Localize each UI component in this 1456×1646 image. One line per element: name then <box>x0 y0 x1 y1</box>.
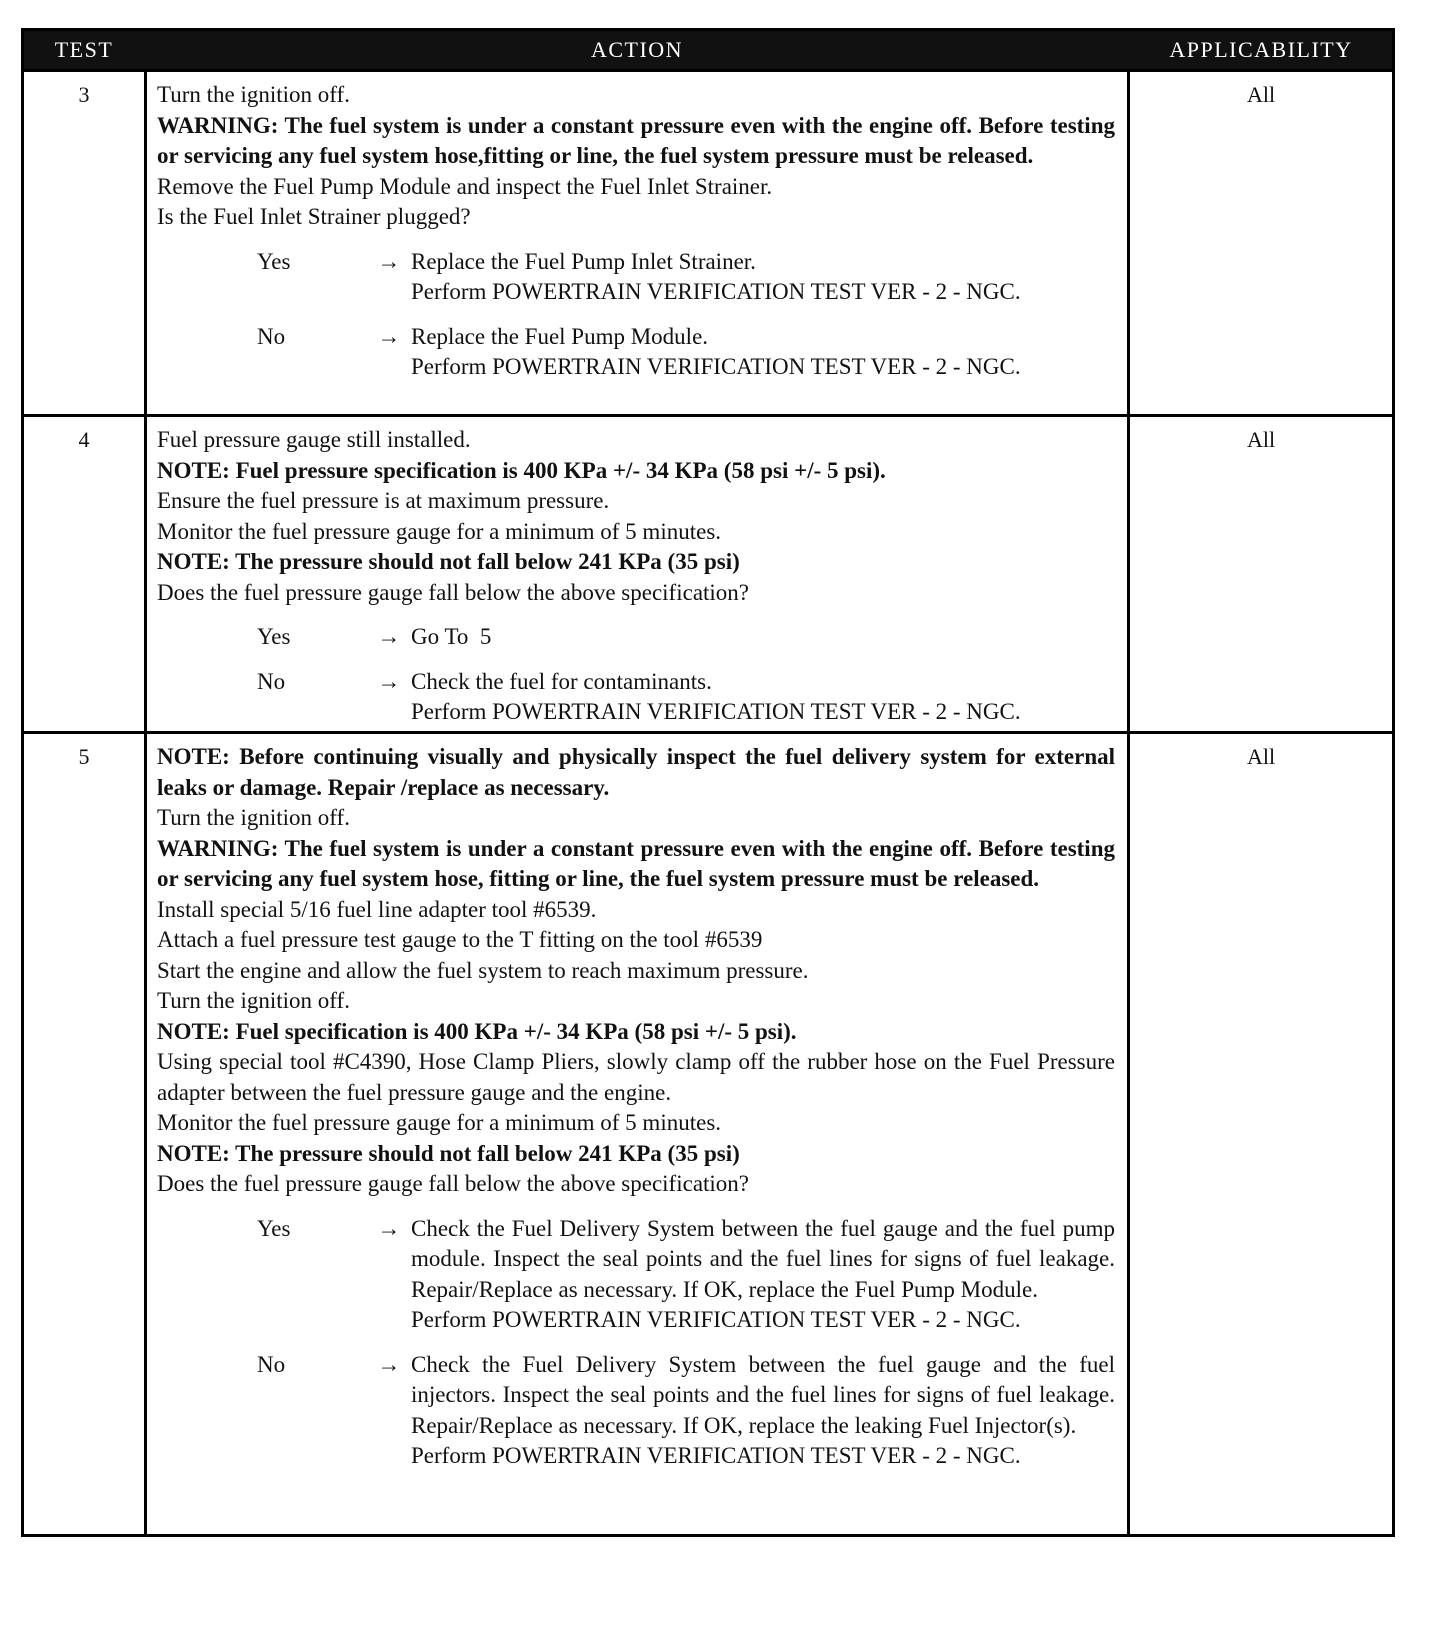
question-line: Is the Fuel Inlet Strainer plugged? <box>157 204 471 229</box>
result-line: Perform POWERTRAIN VERIFICATION TEST VER - 2 - NGC. <box>411 354 1021 379</box>
result-yes <box>157 622 1115 653</box>
result-label: No <box>257 1351 286 1377</box>
result-yes <box>157 247 1115 308</box>
result-line: Replace the Fuel Pump Inlet Strainer. <box>411 248 756 274</box>
result-line: Perform POWERTRAIN VERIFICATION TEST VER - 2 - NGC. <box>411 279 1021 304</box>
action-line: Remove the Fuel Pump Module and inspect the Fuel Inlet Strainer. <box>157 173 773 199</box>
action-cell <box>144 417 1130 731</box>
applicability-cell: All <box>1246 744 1276 769</box>
result-line: Check the Fuel Delivery System between the fuel gauge and the fuel pump module. Inspect the seal points and the fuel lines for signs of fuel leakage. Repair/Replace as necessary. If OK, replace the Fuel Pump Module. <box>411 1215 1115 1302</box>
table-row <box>24 69 1392 414</box>
table-row <box>24 414 1392 731</box>
question-line: Does the fuel pressure gauge fall below the above specification? <box>157 1171 750 1196</box>
action-cell <box>144 72 1130 414</box>
action-line: Turn the ignition off. <box>157 805 350 830</box>
arrow-icon: → <box>377 668 401 694</box>
arrow-icon: → <box>377 248 401 274</box>
result-label: Yes <box>257 1215 291 1241</box>
applicability-cell: All <box>1246 427 1276 452</box>
note-text: NOTE: Fuel pressure specification is 400 KPa +/- 34 KPa (58 psi +/- 5 psi). <box>157 457 886 483</box>
note-text: NOTE: The pressure should not fall below 241 KPa (35 psi) <box>157 1140 740 1166</box>
warning-text: WARNING: The fuel system is under a constant pressure even with the engine off. Before testing or servicing any fuel system hose,fitting or line, the fuel system pressure must be released. <box>157 112 1115 168</box>
header-action: ACTION <box>590 37 684 62</box>
arrow-icon: → <box>377 1215 401 1241</box>
note-text: NOTE: The pressure should not fall below 241 KPa (35 psi) <box>157 549 740 574</box>
result-line: Perform POWERTRAIN VERIFICATION TEST VER - 2 - NGC. <box>411 1307 1021 1332</box>
action-line: Monitor the fuel pressure gauge for a minimum of 5 minutes. <box>157 1110 722 1135</box>
result-no <box>157 322 1115 383</box>
action-line: Start the engine and allow the fuel system to reach maximum pressure. <box>157 957 809 983</box>
action-line: Turn the ignition off. <box>157 82 350 107</box>
action-line: Ensure the fuel pressure is at maximum pressure. <box>157 488 610 513</box>
note-text: NOTE: Fuel specification is 400 KPa +/- 34 KPa (58 psi +/- 5 psi). <box>157 1018 797 1044</box>
action-line: Monitor the fuel pressure gauge for a minimum of 5 minutes. <box>157 518 722 544</box>
result-no <box>157 667 1115 728</box>
result-line: Check the Fuel Delivery System between the fuel gauge and the fuel injectors. Inspect the seal points and the fuel lines for signs of fuel leakage. Repair/Replace as necessary. If OK, replace the leaking Fuel Injector(s). <box>411 1351 1115 1438</box>
arrow-icon: → <box>377 1351 401 1377</box>
test-number: 4 <box>78 427 90 452</box>
action-line: Attach a fuel pressure test gauge to the T fitting on the tool #6539 <box>157 927 763 952</box>
arrow-icon: → <box>377 624 401 649</box>
question-line: Does the fuel pressure gauge fall below the above specification? <box>157 579 750 605</box>
header-test: TEST <box>54 37 114 62</box>
result-line: Replace the Fuel Pump Module. <box>411 323 709 349</box>
result-label: Yes <box>257 624 291 649</box>
result-line: Perform POWERTRAIN VERIFICATION TEST VER - 2 - NGC. <box>411 1443 1021 1468</box>
result-label: No <box>257 668 286 694</box>
table-header <box>24 31 1392 69</box>
applicability-cell: All <box>1246 82 1276 107</box>
arrow-icon: → <box>377 323 401 349</box>
note-text: NOTE: Before continuing visually and physically inspect the fuel delivery system for external leaks or damage. Repair /replace as necessary. <box>157 744 1115 800</box>
result-no <box>157 1350 1115 1472</box>
test-number: 5 <box>78 744 90 769</box>
action-line: Install special 5/16 fuel line adapter tool #6539. <box>157 896 597 922</box>
header-applicability: APPLICABILITY <box>1169 37 1353 62</box>
result-label: No <box>257 323 286 349</box>
result-yes <box>157 1214 1115 1336</box>
warning-text: WARNING: The fuel system is under a constant pressure even with the engine off. Before testing or servicing any fuel system hose, fitting or line, the fuel system pressure must be released. <box>157 835 1115 891</box>
action-line: Using special tool #C4390, Hose Clamp Pliers, slowly clamp off the rubber hose on the Fuel Pressure adapter between the fuel pressure gauge and the engine. <box>157 1049 1115 1105</box>
diagnostic-table <box>21 28 1395 1537</box>
test-number: 3 <box>78 82 90 107</box>
action-line: Turn the ignition off. <box>157 988 350 1013</box>
result-line: Check the fuel for contaminants. <box>411 668 712 694</box>
goto-link[interactable]: Go To 5 <box>411 624 492 649</box>
action-line: Fuel pressure gauge still installed. <box>157 427 471 452</box>
table-row <box>24 731 1392 1534</box>
result-label: Yes <box>257 248 291 274</box>
action-cell <box>144 734 1130 1534</box>
result-line: Perform POWERTRAIN VERIFICATION TEST VER - 2 - NGC. <box>411 699 1021 724</box>
